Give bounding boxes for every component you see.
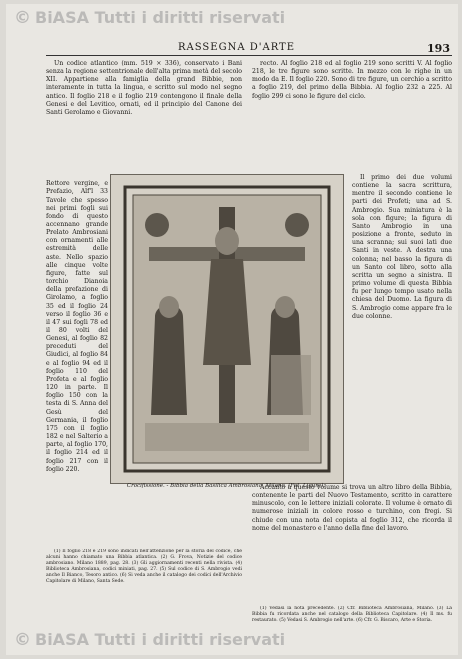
paragraph: recto. Al foglio 218 ed al foglio 219 sono scritti V. Al foglio 218, le tre figure sono scritte. In mezzo con le righe in un modo da E. Il foglio 220. Sono di tre figure, un cerchio a scritto a foglio 219, del primo della Bibbia. Al foglio 232 a 225. Al foglio 299 ci sono le figure del ciclo. (252, 60, 452, 100)
footnotes: (1) Il foglio 218 e 219 sono indicati nell'attenzione per la storia del codice, che alcuni hanno chiamato una Bibbia atlantica. (2) G. Frova, Notizie del codice ambrosiano. Milano 1889, pag. 28. (3) Gli aggiornamenti recenti nella rivista. (4) Biblioteca Ambrosiana, codici miniati, pag. 27. (5) Sul codice di S. Ambrogio vedi anche Il Bianco, Tesoro antico. (6) Si veda anche il catalogo dei codici dell'Archivio Capitolare di Milano, Santa Sede. (46, 549, 242, 584)
paragraph: Accanto a questo volume si trova un altro libro della Bibbia, contenente le parti del Nuovo Testamento, scritto in carattere minuscolo, con le lettere iniziali colorate. Il volume è ornato di numerose iniziali in colore rosso e turchino, con fregi. Si chiude con una nota del copista al foglio 312, che ricorda il nome del monastero e l'anno della fine del lavoro. (252, 484, 452, 532)
running-title: RASSEGNA D'ARTE (178, 42, 296, 53)
header-rule (46, 55, 452, 56)
paragraph: Il primo dei due volumi contiene la sacra scrittura, mentre il secondo contiene le parti dei Profeti; una ad S. Ambrogio. Sua miniatura è la sola con figure; la figura di Santo Ambrogio in una posizione a fronte, seduto in una scranna; sui suoi lati due Santi in veste. A destra una colonna; nel basso la figura di un Santo col libro, sotto alla scritta un segno a sinistra. Il primo volume di questa Bibbia fu per lungo tempo usato nella chiesa del Duomo. La figura di S. Ambrogio come appare fra le due colonne. (352, 174, 452, 320)
right-column-top-text (252, 60, 452, 172)
footnotes: (1) Vedasi la nota precedente. (2) Cfr. Biblioteca Ambrosiana, Milano. (3) La Bibbia fu ricordata anche nel catalogo della Biblioteca Capitolare. (4) Il ms. fu restaurato. (5) Vedasi S. Ambrogio nell'arte. (6) Cfr. G. Biscaro, Arte e Storia. (252, 606, 452, 623)
crucifixion-miniature (110, 174, 344, 484)
watermark-bottom (14, 630, 285, 650)
figure-caption: Crocifissione. - Bibbia della Basilica Ambrosiana, Milano. (Fot. Ligure). (126, 483, 326, 489)
right-column-lower-text (252, 484, 452, 604)
miniature-image (111, 175, 343, 483)
watermark-top (14, 8, 285, 28)
right-column-narrow-text (352, 174, 452, 484)
paragraph: Un codice atlantico (mm. 519 × 336), conservato i Bani senza la regione settentrionale dell'alta prima metà del secolo XII. Appartiene alla famiglia della grand Bibbie, non interamente in tutta la lingua, e scritto sul modo nel segno antico. Il foglio 218 e il foglio 219 contengono il finale della Genesi e del Levitico, ornati, ed il principio del Canone dei Santi Gerolamo e Giovanni. (46, 60, 242, 116)
watermark-text: BiASA Tutti i diritti riservati (35, 8, 286, 27)
page-number: 193 (427, 42, 450, 55)
left-column-top-text (46, 60, 242, 172)
paragraph: Rettore vergine, e Prefazio, Alf'l 33 Tavole che spesso nei primi fogli sui fondo di questo accennano grande Prelato Ambrosiani con ornamenti alle estremità delle aste. Nello spazio alle cinque volte figure, fatte sul torchio Dianoia della prefazione di Girolamo, a foglio 35 ed il foglio 24 verso il foglio 36 e il 47 sui fogli 78 ed il 80 volti del Genesi, al foglio 82 preceduti del Giudici, al foglio 84 e al foglio 94 ed il foglio 110 del Profeta e al foglio 120 in parte. Il foglio 150 con la testa di S. Anna del Gesù del Germania, il foglio 175 con il foglio 182 e nel Salterio a parte, al foglio 170, il foglio 214 ed il foglio 217 con il foglio 220. (46, 180, 108, 473)
left-column-narrow-text (46, 174, 108, 548)
copyright-symbol: © (14, 8, 31, 28)
copyright-symbol: © (14, 630, 31, 650)
document-page (6, 4, 458, 655)
watermark-text: BiASA Tutti i diritti riservati (35, 630, 286, 649)
